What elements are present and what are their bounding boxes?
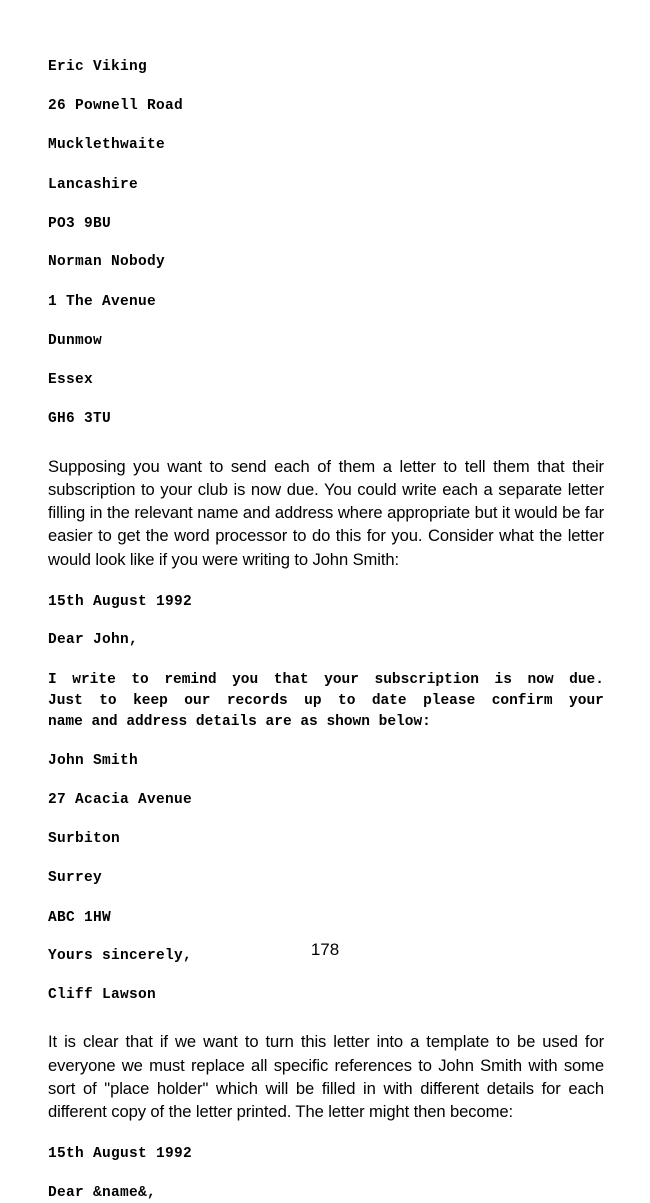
word: remind	[164, 671, 217, 688]
address-block-recipient	[48, 253, 604, 429]
letter-signature: Cliff Lawson	[48, 986, 157, 1003]
page-content	[48, 58, 604, 1203]
word: to	[131, 671, 149, 688]
letter-body-line: name and address details are as shown below:	[48, 713, 431, 730]
letter-signoff: Yours sincerely,	[48, 948, 193, 965]
word: date	[371, 692, 407, 709]
spacer	[48, 967, 604, 986]
word: you	[232, 671, 259, 688]
word: that	[273, 671, 309, 688]
body-paragraph-1: Supposing you want to send each of them a letter to tell them that their subscription to your club is now due. You could write each a separate letter filling in the relevant name and address where appropriate but it would be far easier to get the word processor to do this for you. Consider what the letter would look like if you were writing to John Smith:	[48, 456, 604, 569]
word: I	[48, 671, 57, 688]
address-line: 27 Acacia Avenue	[48, 792, 193, 809]
address-line: Surrey	[48, 870, 103, 887]
word: up	[304, 692, 322, 709]
address-line: John Smith	[48, 752, 139, 769]
spacer	[48, 430, 604, 455]
spacer	[48, 1123, 604, 1145]
spacer	[48, 651, 604, 670]
word: our	[184, 692, 211, 709]
address-line: Essex	[48, 371, 94, 388]
spacer	[48, 1165, 604, 1184]
letter-address-block	[48, 752, 604, 928]
address-line: 1 The Avenue	[48, 293, 157, 310]
spacer	[48, 571, 604, 593]
word: subscription	[374, 671, 479, 688]
word: Just	[48, 692, 83, 709]
address-line: Norman Nobody	[48, 254, 166, 271]
word: your	[324, 671, 359, 688]
template-date: 15th August 1992	[48, 1146, 193, 1163]
address-line: ABC 1HW	[48, 909, 112, 926]
page-number: 178	[310, 940, 340, 959]
word: due.	[569, 671, 604, 688]
word: your	[569, 692, 604, 709]
letter-body-line	[48, 670, 604, 691]
word: to	[99, 692, 117, 709]
word: is	[494, 671, 512, 688]
address-line: 26 Pownell Road	[48, 98, 184, 115]
spacer	[48, 612, 604, 631]
address-line: Dunmow	[48, 332, 103, 349]
address-line: Mucklethwaite	[48, 137, 166, 154]
word: now	[527, 671, 554, 688]
spacer	[48, 234, 604, 253]
word: records	[226, 692, 288, 709]
address-line: PO3 9BU	[48, 215, 112, 232]
word: confirm	[491, 692, 553, 709]
address-line: GH6 3TU	[48, 411, 112, 428]
address-block-sender	[48, 58, 604, 234]
letter-body	[48, 670, 604, 733]
address-line: Lancashire	[48, 176, 139, 193]
address-line: Surbiton	[48, 831, 121, 848]
word: write	[72, 671, 116, 688]
letter-body-line	[48, 691, 604, 712]
spacer	[48, 1005, 604, 1030]
letter-date: 15th August 1992	[48, 593, 193, 610]
letter-salutation: Dear John,	[48, 632, 139, 649]
word: please	[423, 692, 476, 709]
template-salutation: Dear &name&,	[48, 1184, 157, 1201]
word: to	[338, 692, 356, 709]
spacer	[48, 733, 604, 752]
word: keep	[133, 692, 168, 709]
body-paragraph-2: It is clear that if we want to turn this letter into a template to be used for everyone we must replace all specific references to John Smith with some sort of "place holder" which will be filled in with different details for each different copy of the letter printed. The letter might then become:	[48, 1032, 604, 1122]
address-line: Eric Viking	[48, 59, 148, 75]
